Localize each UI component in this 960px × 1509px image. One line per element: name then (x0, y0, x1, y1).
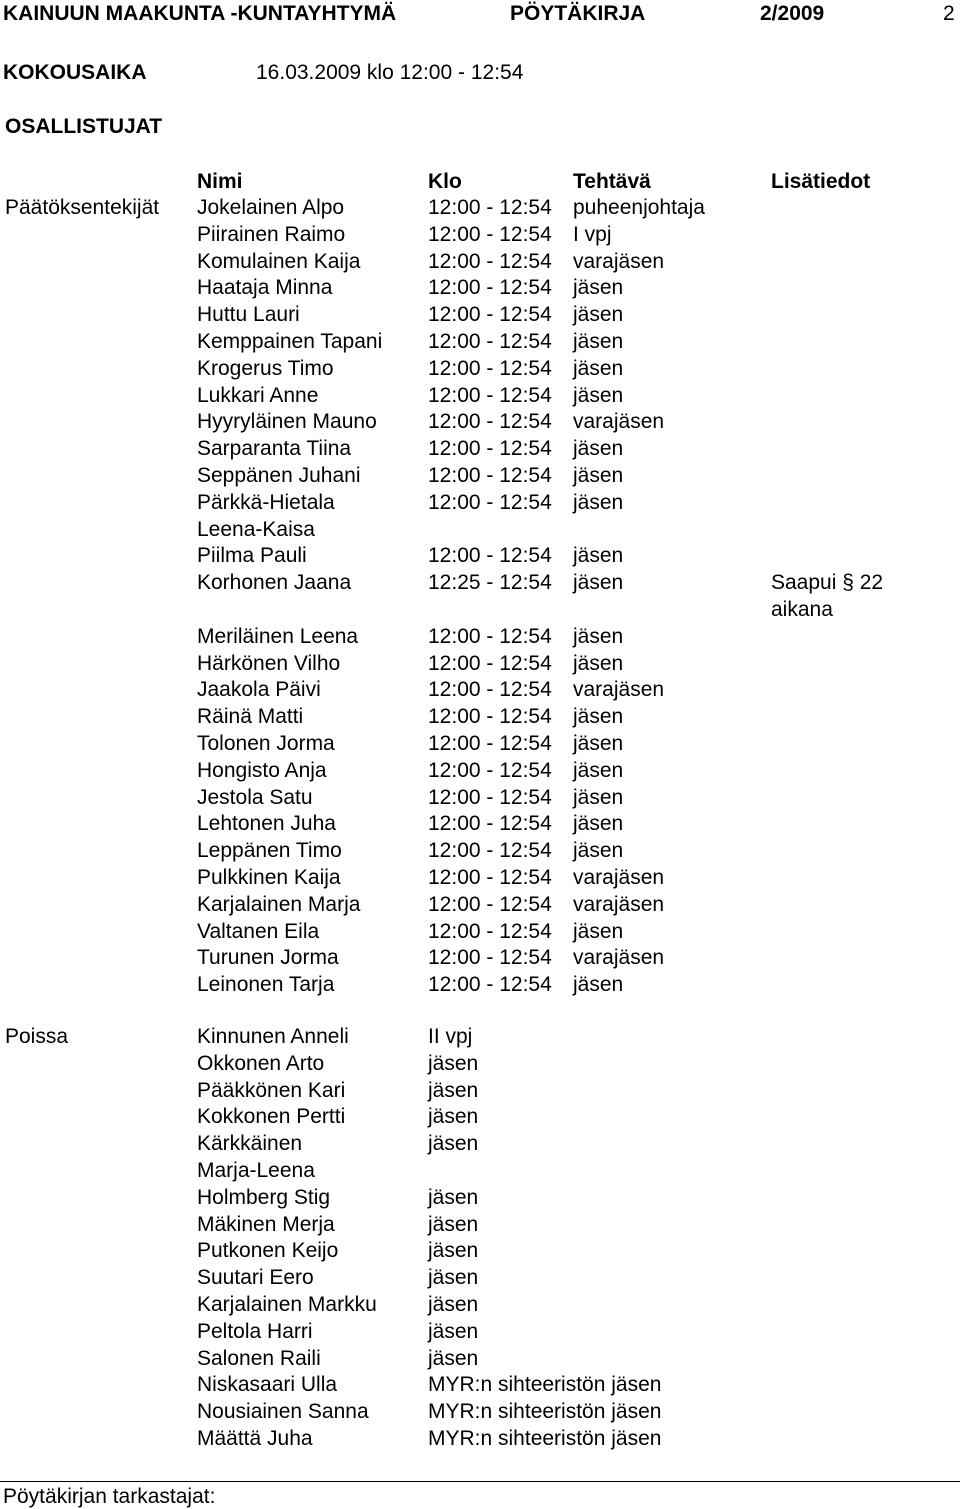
section-title: OSALLISTUJAT (5, 115, 163, 138)
participant-role: varajäsen (573, 249, 665, 273)
absent-name: Kinnunen Anneli (197, 1025, 349, 1048)
participant-name: Seppänen Juhani (197, 463, 361, 487)
doc-type: PÖYTÄKIRJA (510, 2, 646, 25)
table-row (0, 945, 960, 972)
participant-name: Turunen Jorma (197, 946, 339, 970)
absent-role: MYR:n sihteeristön jäsen (428, 1373, 662, 1397)
participant-role: jäsen (573, 758, 624, 782)
absent-name: Nousiainen Sanna (197, 1400, 369, 1424)
absent-role: MYR:n sihteeristön jäsen (428, 1400, 662, 1424)
table-row (0, 1292, 960, 1319)
participant-name: Lehtonen Juha (197, 812, 336, 836)
table-row (0, 1212, 960, 1239)
absent-role: MYR:n sihteeristön jäsen (428, 1426, 662, 1450)
table-row (0, 1104, 960, 1131)
decision-makers-group (0, 195, 960, 999)
table-row (0, 329, 960, 356)
col-klo: Klo (428, 170, 462, 193)
participant-role: jäsen (573, 839, 624, 863)
participant-name: Hyyryläinen Mauno (197, 410, 377, 434)
absent-name: Suutari Eero (197, 1266, 314, 1290)
table-row (0, 1131, 960, 1185)
participant-role: jäsen (573, 437, 624, 461)
participant-time: 12:00 - 12:54 (428, 276, 552, 300)
table-row (0, 811, 960, 838)
table-row (0, 1185, 960, 1212)
meeting-time-value: 16.03.2009 klo 12:00 - 12:54 (256, 61, 524, 84)
participant-name: Leinonen Tarja (197, 973, 335, 997)
table-row (0, 436, 960, 463)
participant-time: 12:25 - 12:54 (428, 571, 552, 595)
org-name: KAINUUN MAAKUNTA -KUNTAYHTYMÄ (3, 2, 397, 25)
participant-name: Karjalainen Marja (197, 892, 361, 916)
table-row (0, 543, 960, 570)
participant-role: jäsen (573, 490, 624, 514)
footer-divider (0, 1481, 960, 1482)
participant-name: Sarparanta Tiina (197, 437, 352, 461)
absent-name: Pääkkönen Kari (197, 1078, 346, 1102)
participant-time: 12:00 - 12:54 (428, 544, 552, 568)
absent-role: II vpj (428, 1025, 473, 1048)
absent-role: jäsen (428, 1051, 479, 1075)
participant-name: Jestola Satu (197, 785, 313, 809)
participant-name: Pulkkinen Kaija (197, 865, 341, 889)
participant-time: 12:00 - 12:54 (428, 490, 552, 514)
table-row (0, 1319, 960, 1346)
participant-time: 12:00 - 12:54 (428, 437, 552, 461)
page-number: 2 (943, 2, 955, 25)
table-row (0, 195, 960, 222)
table-row (0, 222, 960, 249)
footer-reviewers-label: Pöytäkirjan tarkastajat: (3, 1485, 216, 1508)
participant-time: 12:00 - 12:54 (428, 222, 552, 246)
participant-time: 12:00 - 12:54 (428, 383, 552, 407)
absent-group (0, 1024, 960, 1453)
participant-role: I vpj (573, 222, 612, 246)
table-row (0, 463, 960, 490)
table-row (0, 919, 960, 946)
participant-role: varajäsen (573, 946, 665, 970)
absent-name: Karjalainen Markku (197, 1292, 377, 1316)
absent-role: jäsen (428, 1266, 479, 1290)
document-header (0, 2, 960, 28)
table-row (0, 1238, 960, 1265)
table-row (0, 356, 960, 383)
participant-role: jäsen (573, 731, 624, 755)
participant-time: 12:00 - 12:54 (428, 865, 552, 889)
table-row (0, 490, 960, 544)
participant-name: Haataja Minna (197, 276, 333, 300)
participant-name: Huttu Lauri (197, 303, 300, 327)
table-row (0, 892, 960, 919)
participant-time: 12:00 - 12:54 (428, 624, 552, 648)
absent-name: Peltola Harri (197, 1319, 313, 1343)
table-row (0, 624, 960, 651)
table-row (0, 785, 960, 812)
participant-role: varajäsen (573, 410, 665, 434)
group-label: Päätöksentekijät (5, 196, 160, 219)
participant-time: 12:00 - 12:54 (428, 249, 552, 273)
participant-role: jäsen (573, 785, 624, 809)
participant-time: 12:00 - 12:54 (428, 812, 552, 836)
participant-name: Leppänen Timo (197, 839, 342, 863)
absent-role: jäsen (428, 1132, 479, 1156)
table-row (0, 677, 960, 704)
participant-name: Räinä Matti (197, 705, 304, 729)
meeting-time-label: KOKOUSAIKA (3, 61, 147, 84)
participant-name: Valtanen Eila (197, 919, 320, 943)
col-name: Nimi (197, 170, 243, 193)
participant-time: 12:00 - 12:54 (428, 758, 552, 782)
participant-role: jäsen (573, 356, 624, 380)
participant-time: 12:00 - 12:54 (428, 410, 552, 434)
table-row (0, 249, 960, 276)
table-row (0, 302, 960, 329)
absent-name: Kokkonen Pertti (197, 1105, 346, 1129)
absent-role: jäsen (428, 1239, 479, 1263)
table-row (0, 275, 960, 302)
column-headers (0, 170, 960, 196)
doc-number: 2/2009 (760, 2, 825, 25)
col-info: Lisätiedot (771, 170, 871, 193)
table-row (0, 1426, 960, 1453)
participant-name: Härkönen Vilho (197, 651, 341, 675)
table-row (0, 1051, 960, 1078)
participant-name: Lukkari Anne (197, 383, 319, 407)
participant-name: Kemppainen Tapani (197, 329, 383, 353)
participant-name: Krogerus Timo (197, 356, 334, 380)
participant-time: 12:00 - 12:54 (428, 356, 552, 380)
absent-name: Salonen Raili (197, 1346, 321, 1370)
participant-time: 12:00 - 12:54 (428, 329, 552, 353)
participant-time: 12:00 - 12:54 (428, 973, 552, 997)
participant-note: Saapui § 22 aikana (771, 571, 884, 621)
participant-role: jäsen (573, 812, 624, 836)
participant-role: varajäsen (573, 865, 665, 889)
table-row (0, 865, 960, 892)
participant-name: Komulainen Kaija (197, 249, 361, 273)
absent-role: jäsen (428, 1212, 479, 1236)
group-label: Poissa (5, 1025, 69, 1048)
participant-time: 12:00 - 12:54 (428, 919, 552, 943)
participant-name: Piirainen Raimo (197, 222, 346, 246)
table-row (0, 570, 960, 624)
participant-time: 12:00 - 12:54 (428, 892, 552, 916)
participant-role: varajäsen (573, 892, 665, 916)
participant-name: Piilma Pauli (197, 544, 307, 568)
participant-role: varajäsen (573, 678, 665, 702)
table-row (0, 1372, 960, 1399)
absent-name: Mäkinen Merja (197, 1212, 335, 1236)
participant-name: Pärkkä-Hietala Leena-Kaisa (197, 490, 335, 541)
absent-name: Kärkkäinen Marja-Leena (197, 1132, 315, 1182)
participant-role: puheenjohtaja (573, 196, 705, 219)
absent-role: jäsen (428, 1292, 479, 1316)
absent-name: Holmberg Stig (197, 1185, 331, 1209)
absent-name: Määttä Juha (197, 1426, 313, 1450)
participant-role: jäsen (573, 624, 624, 648)
absent-name: Niskasaari Ulla (197, 1373, 338, 1397)
participant-name: Jaakola Päivi (197, 678, 321, 702)
participant-role: jäsen (573, 919, 624, 943)
participant-role: jäsen (573, 651, 624, 675)
participant-time: 12:00 - 12:54 (428, 651, 552, 675)
table-row (0, 651, 960, 678)
participant-time: 12:00 - 12:54 (428, 785, 552, 809)
table-row (0, 1078, 960, 1105)
participant-time: 12:00 - 12:54 (428, 946, 552, 970)
participant-time: 12:00 - 12:54 (428, 463, 552, 487)
absent-role: jäsen (428, 1319, 479, 1343)
participant-role: jäsen (573, 544, 624, 568)
participant-role: jäsen (573, 463, 624, 487)
participant-role: jäsen (573, 329, 624, 353)
participant-time: 12:00 - 12:54 (428, 678, 552, 702)
participant-name: Hongisto Anja (197, 758, 327, 782)
table-row (0, 704, 960, 731)
table-row (0, 383, 960, 410)
table-row (0, 1399, 960, 1426)
table-row (0, 1265, 960, 1292)
table-row (0, 731, 960, 758)
participant-time: 12:00 - 12:54 (428, 705, 552, 729)
participant-name: Korhonen Jaana (197, 571, 352, 595)
col-task: Tehtävä (573, 170, 651, 193)
participant-time: 12:00 - 12:54 (428, 839, 552, 863)
participant-role: jäsen (573, 973, 624, 997)
table-row (0, 1346, 960, 1373)
participant-name: Jokelainen Alpo (197, 196, 345, 219)
participant-time: 12:00 - 12:54 (428, 196, 552, 219)
table-row (0, 1024, 960, 1051)
absent-role: jäsen (428, 1346, 479, 1370)
participant-time: 12:00 - 12:54 (428, 303, 552, 327)
absent-name: Okkonen Arto (197, 1051, 325, 1075)
participant-role: jäsen (573, 571, 624, 595)
absent-name: Putkonen Keijo (197, 1239, 339, 1263)
participant-time: 12:00 - 12:54 (428, 731, 552, 755)
participant-name: Tolonen Jorma (197, 731, 335, 755)
absent-role: jäsen (428, 1078, 479, 1102)
participant-name: Meriläinen Leena (197, 624, 359, 648)
participant-role: jäsen (573, 705, 624, 729)
absent-role: jäsen (428, 1105, 479, 1129)
participant-role: jäsen (573, 276, 624, 300)
participant-role: jäsen (573, 383, 624, 407)
table-row (0, 972, 960, 999)
table-row (0, 409, 960, 436)
table-row (0, 758, 960, 785)
absent-role: jäsen (428, 1185, 479, 1209)
table-row (0, 838, 960, 865)
participant-role: jäsen (573, 303, 624, 327)
